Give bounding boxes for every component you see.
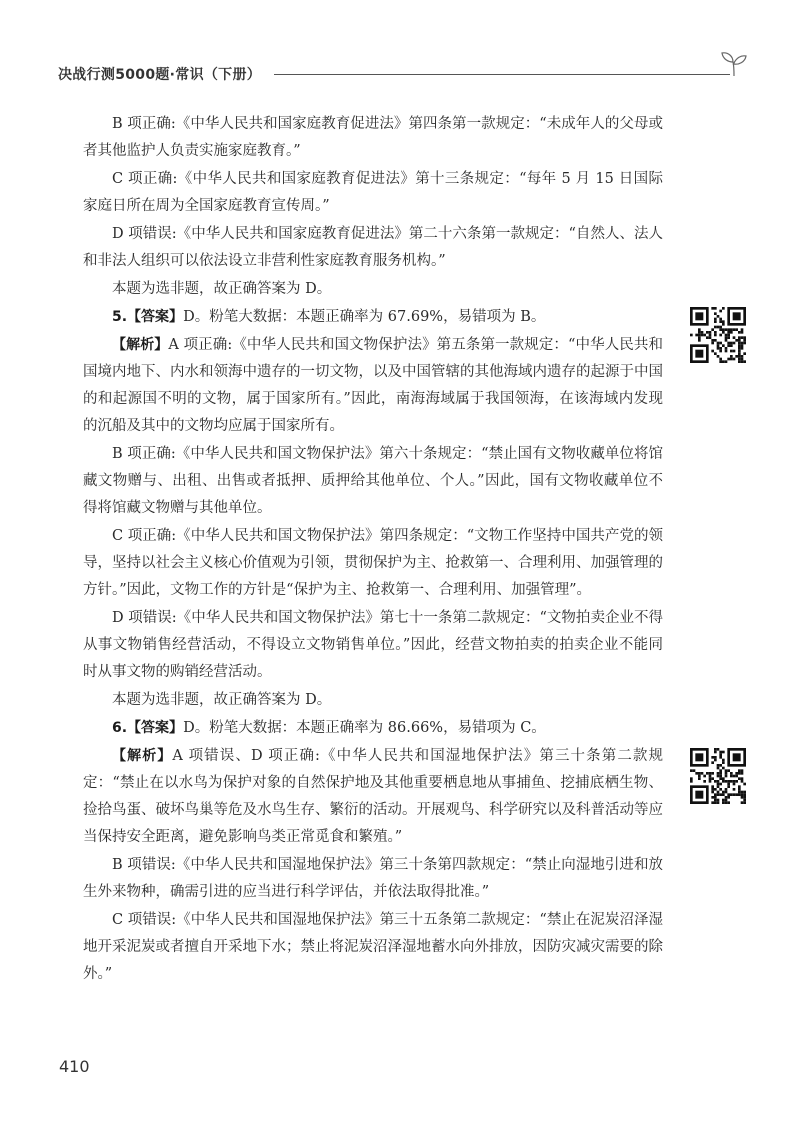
paragraph [83, 852, 663, 906]
paragraph-text: D。粉笔大数据：本题正确率为 86.66%，易错项为 C。 [183, 720, 546, 736]
analysis-paragraph [83, 743, 663, 851]
leaf-sprout-icon [720, 48, 748, 78]
paragraph [83, 441, 663, 522]
paragraph-text: C 项错误:《中华人民共和国湿地保护法》第三十五条第二款规定：“禁止在泥炭沼泽湿地开采泥炭或者擅自开采地下水；禁止将泥炭沼泽湿地蓄水向外排放，因防灾减灾需要的除外。” [83, 912, 663, 982]
answer-line [83, 304, 663, 331]
paragraph-text: D 项错误:《中华人民共和国文物保护法》第七十一条第二款规定：“文物拍卖企业不得从事文物销售经营活动，不得设立文物销售单位。”因此，经营文物拍卖的拍卖企业不能同时从事文物的购销经营活动。 [83, 610, 663, 680]
paragraph [83, 907, 663, 988]
paragraph-text: 本题为选非题，故正确答案为 D。 [112, 281, 332, 297]
header-title: 决战行测5000题·常识（下册） [58, 67, 262, 83]
paragraph [83, 687, 663, 714]
analysis-label: 【解析】 [112, 748, 173, 764]
header-divider [274, 74, 730, 75]
paragraph-text: C 项正确:《中华人民共和国家庭教育促进法》第十三条规定：“每年 5 月 15 日国际家庭日所在周为全国家庭教育宣传周。” [83, 171, 663, 214]
page-number: 410 [59, 1057, 90, 1076]
paragraph [83, 276, 663, 303]
paragraph-text: B 项正确:《中华人民共和国家庭教育促进法》第四条第一款规定：“未成年人的父母或者其他监护人负责实施家庭教育。” [83, 116, 663, 159]
qr-code-icon[interactable] [690, 748, 746, 804]
qr-code-icon[interactable] [690, 307, 746, 363]
page-header [58, 60, 748, 90]
paragraph [83, 111, 663, 165]
paragraph-text: A 项正确:《中华人民共和国文物保护法》第五条第一款规定：“中华人民共和国境内地下、内水和领海中遗存的一切文物，以及中国管辖的其他海域内遗存的起源于中国的和起源国不明的文物，属于国家所有。”因此，南海海域属于我国领海，在该海域内发现的沉船及其中的文物均应属于国家所有。 [83, 337, 663, 434]
paragraph-text: B 项正确:《中华人民共和国文物保护法》第六十条规定：“禁止国有文物收藏单位将馆藏文物赠与、出租、出售或者抵押、质押给其他单位、个人。”因此，国有文物收藏单位不得将馆藏文物赠与其他单位。 [83, 446, 663, 516]
paragraph-text: 本题为选非题，故正确答案为 D。 [112, 692, 332, 708]
paragraph [83, 523, 663, 604]
analysis-label: 【解析】 [112, 337, 169, 353]
answer-label: 6.【答案】 [112, 720, 184, 736]
paragraph-text: D。粉笔大数据：本题正确率为 67.69%，易错项为 B。 [183, 309, 546, 325]
paragraph [83, 605, 663, 686]
paragraph-text: B 项错误:《中华人民共和国湿地保护法》第三十条第四款规定：“禁止向湿地引进和放生外来物种，确需引进的应当进行科学评估，并依法取得批准。” [83, 857, 663, 900]
paragraph [83, 221, 663, 275]
paragraph-text: A 项错误、D 项正确:《中华人民共和国湿地保护法》第三十条第二款规定：“禁止在以水鸟为保护对象的自然保护地及其他重要栖息地从事捕鱼、挖捕底栖生物、捡拾鸟蛋、破坏鸟巢等危及水鸟生存、繁衍的活动。开展观鸟、科学研究以及科普活动等应当保持安全距离，避免影响鸟类正常觅食和繁殖。” [83, 748, 664, 845]
answer-line [83, 715, 663, 742]
paragraph [83, 166, 663, 220]
analysis-paragraph [83, 332, 663, 440]
paragraph-text: C 项正确:《中华人民共和国文物保护法》第四条规定：“文物工作坚持中国共产党的领导，坚持以社会主义核心价值观为引领，贯彻保护为主、抢救第一、合理利用、加强管理的方针。”因此，文物工作的方针是“保护为主、抢救第一、合理利用、加强管理”。 [83, 528, 663, 598]
paragraph-text: D 项错误:《中华人民共和国家庭教育促进法》第二十六条第一款规定：“自然人、法人和非法人组织可以依法设立非营利性家庭教育服务机构。” [83, 226, 663, 269]
answer-label: 5.【答案】 [112, 309, 184, 325]
answer-explanations [83, 111, 663, 989]
